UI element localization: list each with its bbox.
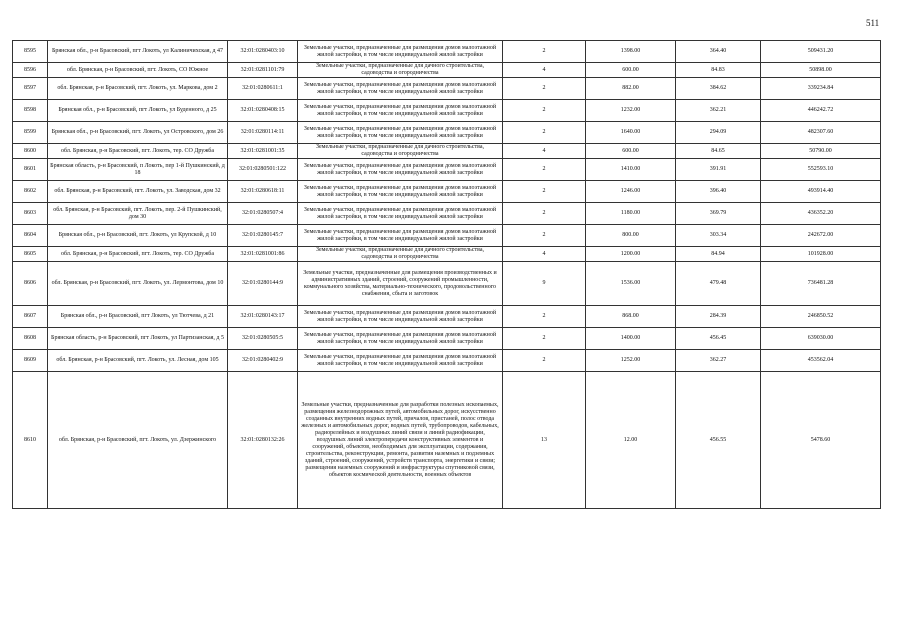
cadastral-number-cell: 32:01:0280145:7 [228, 225, 298, 247]
specific-value-cell: 396.40 [676, 181, 761, 203]
area-cell: 1410.00 [586, 159, 676, 181]
area-cell: 1398.00 [586, 41, 676, 63]
area-cell: 1536.00 [586, 262, 676, 306]
use-group-cell: 2 [503, 122, 586, 144]
table-row [13, 63, 881, 78]
area-cell: 1180.00 [586, 203, 676, 225]
address-cell: Брянская область, р-н Брасовский, пгт Локоть, ул Партизанская, д 5 [48, 328, 228, 350]
address-cell: обл. Брянская, р-н Брасовский, пгт. Локоть, тер. СО Дружба [48, 247, 228, 262]
cadastral-number-cell: 32:01:0280143:17 [228, 306, 298, 328]
cadastral-number-cell: 32:01:0281001:35 [228, 144, 298, 159]
land-use-cell: Земельные участки, предназначенные для размещения домов малоэтажной жилой застройки, в том числе индивидуальной жилой застройки [298, 181, 503, 203]
land-use-cell: Земельные участки, предназначенные для размещения домов малоэтажной жилой застройки, в том числе индивидуальной жилой застройки [298, 203, 503, 225]
address-cell: обл. Брянская, р-н Брасовский, пгт. Локоть, ул. Лермонтова, дом 10 [48, 262, 228, 306]
table-row [13, 372, 881, 509]
row-number-cell: 8606 [13, 262, 48, 306]
use-group-cell: 2 [503, 328, 586, 350]
cadastral-number-cell: 32:01:0280402:9 [228, 350, 298, 372]
cadastral-number-cell: 32:01:0280144:9 [228, 262, 298, 306]
land-use-cell: Земельные участки, предназначенные для размещения домов малоэтажной жилой застройки, в том числе индивидуальной жилой застройки [298, 225, 503, 247]
row-number-cell: 8605 [13, 247, 48, 262]
cadastral-value-cell: 509431.20 [761, 41, 881, 63]
cadastral-value-cell: 552593.10 [761, 159, 881, 181]
row-number-cell: 8602 [13, 181, 48, 203]
use-group-cell: 13 [503, 372, 586, 509]
cadastral-value-cell: 453562.04 [761, 350, 881, 372]
address-cell: обл. Брянская, р-н Брасовский, пгт. Локоть, ул. Маркова, дом 2 [48, 78, 228, 100]
use-group-cell: 2 [503, 203, 586, 225]
row-number-cell: 8604 [13, 225, 48, 247]
specific-value-cell: 84.83 [676, 63, 761, 78]
table-row [13, 328, 881, 350]
cadastral-number-cell: 32:01:0280507:4 [228, 203, 298, 225]
address-cell: Брянская область, р-н Брасовский, п Локоть, пер 1-й Пушкинский, д 18 [48, 159, 228, 181]
address-cell: Брянская обл., р-н Брасовский, пгт Локоть, ул Тютчева, д 21 [48, 306, 228, 328]
use-group-cell: 4 [503, 63, 586, 78]
specific-value-cell: 303.34 [676, 225, 761, 247]
table-row [13, 350, 881, 372]
specific-value-cell: 284.39 [676, 306, 761, 328]
address-cell: Брянская обл., р-н Брасовский, пгт Локоть, ул Буденного, д 25 [48, 100, 228, 122]
table-row [13, 225, 881, 247]
row-number-cell: 8603 [13, 203, 48, 225]
cadastral-number-cell: 32:01:0281101:79 [228, 63, 298, 78]
cadastral-number-cell: 32:01:0280618:11 [228, 181, 298, 203]
specific-value-cell: 384.62 [676, 78, 761, 100]
area-cell: 1640.00 [586, 122, 676, 144]
specific-value-cell: 369.79 [676, 203, 761, 225]
land-use-cell: Земельные участки, предназначенные для размещения домов малоэтажной жилой застройки, в том числе индивидуальной жилой застройки [298, 159, 503, 181]
area-cell: 1200.00 [586, 247, 676, 262]
row-number-cell: 8597 [13, 78, 48, 100]
land-use-cell: Земельные участки, предназначенные для размещения домов малоэтажной жилой застройки, в том числе индивидуальной жилой застройки [298, 306, 503, 328]
table-row [13, 262, 881, 306]
specific-value-cell: 84.65 [676, 144, 761, 159]
use-group-cell: 4 [503, 247, 586, 262]
row-number-cell: 8610 [13, 372, 48, 509]
cadastral-value-cell: 493914.40 [761, 181, 881, 203]
table-row [13, 144, 881, 159]
use-group-cell: 2 [503, 306, 586, 328]
land-use-cell: Земельные участки, предназначенные для дачного строительства, садоводства и огородничества [298, 144, 503, 159]
cadastral-value-cell: 736481.28 [761, 262, 881, 306]
area-cell: 1400.00 [586, 328, 676, 350]
use-group-cell: 9 [503, 262, 586, 306]
address-cell: Брянская обл., р-н Брасовский, пгт Локоть, ул Калиничихская, д 47 [48, 41, 228, 63]
row-number-cell: 8596 [13, 63, 48, 78]
use-group-cell: 2 [503, 78, 586, 100]
land-use-cell: Земельные участки, предназначенные для размещения домов малоэтажной жилой застройки, в том числе индивидуальной жилой застройки [298, 78, 503, 100]
row-number-cell: 8607 [13, 306, 48, 328]
address-cell: обл. Брянская, р-н Брасовский, пгт. Локоть, тер. СО Дружба [48, 144, 228, 159]
specific-value-cell: 479.48 [676, 262, 761, 306]
cadastral-value-cell: 246850.52 [761, 306, 881, 328]
use-group-cell: 2 [503, 159, 586, 181]
use-group-cell: 2 [503, 41, 586, 63]
cadastral-value-cell: 50898.00 [761, 63, 881, 78]
area-cell: 1232.00 [586, 100, 676, 122]
land-use-cell: Земельные участки, предназначенные для дачного строительства, садоводства и огородничества [298, 247, 503, 262]
cadastral-value-cell: 339234.84 [761, 78, 881, 100]
row-number-cell: 8601 [13, 159, 48, 181]
table-row [13, 100, 881, 122]
cadastral-number-cell: 32:01:0280114:11 [228, 122, 298, 144]
table-row [13, 159, 881, 181]
table-row [13, 41, 881, 63]
specific-value-cell: 362.27 [676, 350, 761, 372]
use-group-cell: 2 [503, 181, 586, 203]
cadastral-number-cell: 32:01:0280611:1 [228, 78, 298, 100]
area-cell: 868.00 [586, 306, 676, 328]
table-row [13, 247, 881, 262]
cadastral-number-cell: 32:01:0280403:10 [228, 41, 298, 63]
cadastral-value-cell: 101928.00 [761, 247, 881, 262]
address-cell: обл. Брянская, р-н Брасовский, пгт. Локоть, ул. Лесная, дом 105 [48, 350, 228, 372]
table-row [13, 181, 881, 203]
row-number-cell: 8599 [13, 122, 48, 144]
specific-value-cell: 456.55 [676, 372, 761, 509]
address-cell: обл. Брянская, р-н Брасовский, пгт. Локоть, пер. 2-й Пушкинский, дом 30 [48, 203, 228, 225]
table-row [13, 203, 881, 225]
area-cell: 1246.00 [586, 181, 676, 203]
specific-value-cell: 391.91 [676, 159, 761, 181]
area-cell: 12.00 [586, 372, 676, 509]
land-registry-table [12, 40, 881, 509]
row-number-cell: 8600 [13, 144, 48, 159]
cadastral-number-cell: 32:01:0281001:86 [228, 247, 298, 262]
table-row [13, 122, 881, 144]
address-cell: обл. Брянская, р-н Брасовский, пгт. Локоть, СО Южное [48, 63, 228, 78]
use-group-cell: 2 [503, 100, 586, 122]
use-group-cell: 2 [503, 225, 586, 247]
use-group-cell: 2 [503, 350, 586, 372]
row-number-cell: 8608 [13, 328, 48, 350]
land-use-cell: Земельные участки, предназначенные для дачного строительства, садоводства и огородничества [298, 63, 503, 78]
cadastral-value-cell: 5478.60 [761, 372, 881, 509]
cadastral-value-cell: 50790.00 [761, 144, 881, 159]
table-body [13, 41, 881, 509]
use-group-cell: 4 [503, 144, 586, 159]
area-cell: 600.00 [586, 144, 676, 159]
address-cell: обл. Брянская, р-н Брасовский, пгт. Локоть, ул. Дзержинского [48, 372, 228, 509]
table-row [13, 306, 881, 328]
area-cell: 600.00 [586, 63, 676, 78]
land-use-cell: Земельные участки, предназначенные для размещения домов малоэтажной жилой застройки, в том числе индивидуальной жилой застройки [298, 100, 503, 122]
table-row [13, 78, 881, 100]
specific-value-cell: 362.21 [676, 100, 761, 122]
specific-value-cell: 84.94 [676, 247, 761, 262]
area-cell: 1252.00 [586, 350, 676, 372]
page-number: 511 [866, 18, 880, 28]
cadastral-value-cell: 639030.00 [761, 328, 881, 350]
area-cell: 800.00 [586, 225, 676, 247]
specific-value-cell: 294.09 [676, 122, 761, 144]
land-use-cell: Земельные участки, предназначенные для размещения домов малоэтажной жилой застройки, в том числе индивидуальной жилой застройки [298, 328, 503, 350]
cadastral-number-cell: 32:01:0280132:26 [228, 372, 298, 509]
land-use-cell: Земельные участки, предназначенные для разработки полезных ископаемых, размещения железнодорожных путей, автомобильных дорог, искусственно созданных внутренних водных путей, причалов, пристаней, полос отвода железных и автомобильных дорог, водных путей, трубопроводов, кабельных, радиорелейных и воздушных линий связи и линий радиофикации, воздушных линий электропередачи конструктивных элементов и сооружений, объектов, необходимых для эксплуатации, содержания, строительства, реконструкции, ремонта, развития наземных и подземных зданий, строений, сооружений, устройств транспорта, энергетики и связи; размещения наземных сооружений и инфраструктуры спутниковой связи, объектов космической деятельности, военных объектов [298, 372, 503, 509]
specific-value-cell: 456.45 [676, 328, 761, 350]
area-cell: 882.00 [586, 78, 676, 100]
address-cell: Брянская обл., р-н Брасовский, пгт. Локоть, ул Островского, дом 26 [48, 122, 228, 144]
land-use-cell: Земельные участки, предназначенные для размещения домов малоэтажной жилой застройки, в том числе индивидуальной жилой застройки [298, 41, 503, 63]
cadastral-value-cell: 482307.60 [761, 122, 881, 144]
cadastral-number-cell: 32:01:0280408:15 [228, 100, 298, 122]
cadastral-number-cell: 32:01:0280505:5 [228, 328, 298, 350]
cadastral-value-cell: 436352.20 [761, 203, 881, 225]
address-cell: Брянская обл., р-н Брасовский, пгт. Локоть, ул Крупской, д 10 [48, 225, 228, 247]
row-number-cell: 8595 [13, 41, 48, 63]
specific-value-cell: 364.40 [676, 41, 761, 63]
row-number-cell: 8609 [13, 350, 48, 372]
cadastral-value-cell: 242672.00 [761, 225, 881, 247]
row-number-cell: 8598 [13, 100, 48, 122]
cadastral-number-cell: 32:01:0280501:122 [228, 159, 298, 181]
land-use-cell: Земельные участки, предназначенные для размещения производственных и административных зданий, строений, сооружений промышленности, коммунального хозяйства, материально-технического, продовольственного снабжения, сбыта и заготовок [298, 262, 503, 306]
cadastral-value-cell: 446242.72 [761, 100, 881, 122]
address-cell: обл. Брянская, р-н Брасовский, пгт. Локоть, ул. Заводская, дом 32 [48, 181, 228, 203]
land-use-cell: Земельные участки, предназначенные для размещения домов малоэтажной жилой застройки, в том числе индивидуальной жилой застройки [298, 350, 503, 372]
land-use-cell: Земельные участки, предназначенные для размещения домов малоэтажной жилой застройки, в том числе индивидуальной жилой застройки [298, 122, 503, 144]
